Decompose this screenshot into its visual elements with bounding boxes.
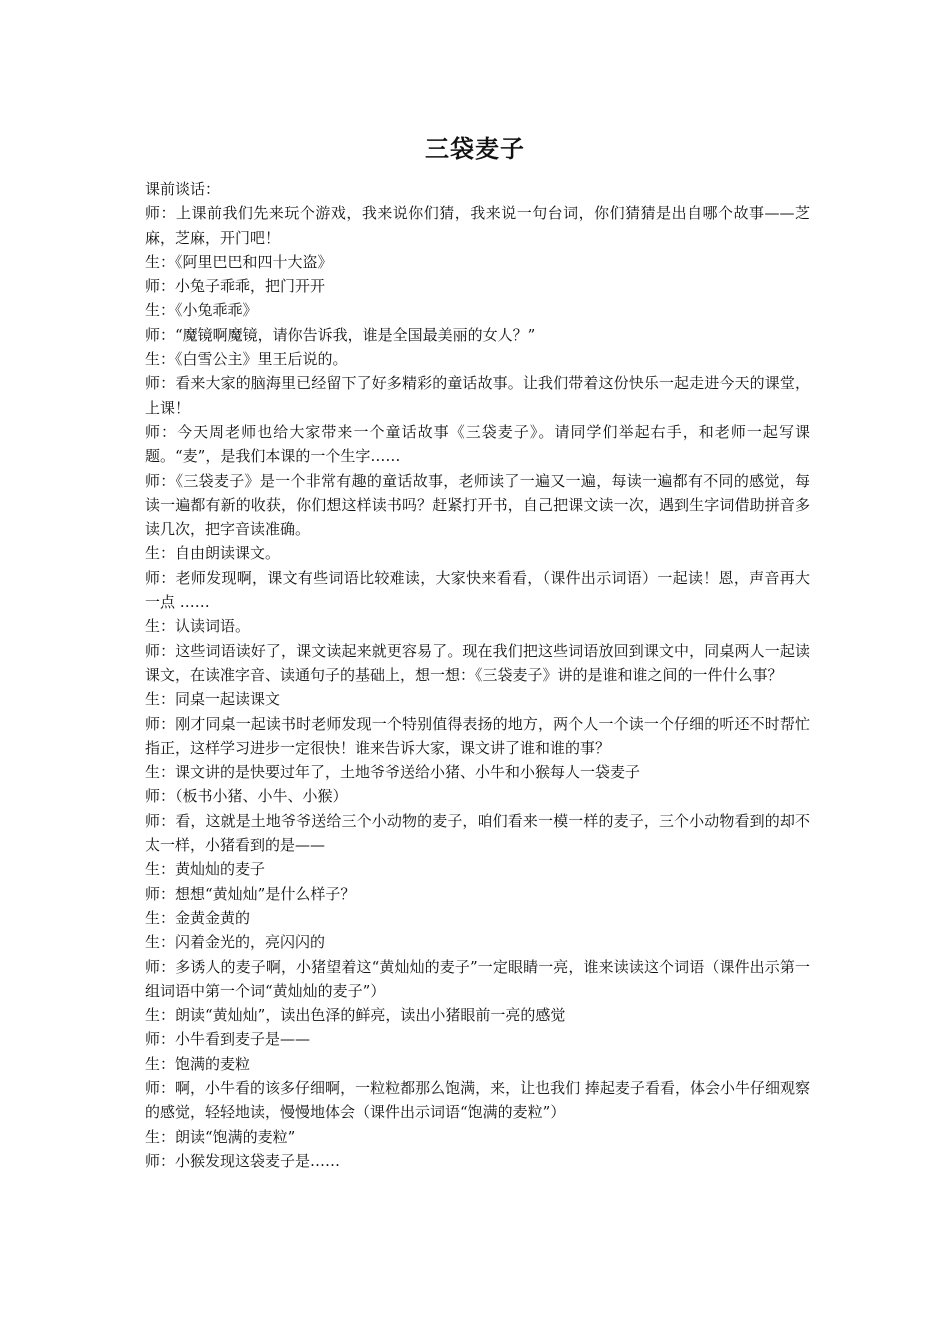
paragraph: 生：自由朗读课文。 [145, 544, 281, 563]
paragraph: 生：认读词语。 [145, 617, 251, 636]
paragraph: 师：“魔镜啊魔镜，请你告诉我，谁是全国最美丽的女人？” [145, 325, 536, 344]
document-body [145, 177, 810, 1173]
paragraph: 课前谈话： [145, 180, 221, 198]
paragraph: 生：同桌一起读课文 [145, 690, 281, 709]
paragraph: 师：小猴发现这袋麦子是…… [145, 1151, 341, 1170]
paragraph: 师：啊，小牛看的该多仔细啊，一粒粒都那么饱满，来，让也我们 捧起麦子看看，体会小牛仔细观察的感觉，轻轻地读，慢慢地体会（课件出示词语“饱满的麦粒”） [145, 1078, 810, 1122]
paragraph: 师：刚才同桌一起读书时老师发现一个特别值得表扬的地方，两个人一个读一个仔细的听还不时帮忙指正，这样学习进步一定很快！谁来告诉大家，课文讲了谁和谁的事？ [145, 714, 810, 757]
paragraph: 师：小牛看到麦子是—— [145, 1030, 311, 1049]
paragraph: 生：《阿里巴巴和四十大盗》 [145, 252, 333, 271]
paragraph: 生：金黄金黄的 [145, 908, 251, 927]
paragraph: 生：课文讲的是快要过年了，土地爷爷送给小猪、小牛和小猴每人一袋麦子 [145, 763, 641, 782]
paragraph: 生：《小兔乖乖》 [145, 301, 258, 320]
paragraph: 生：朗读“饱满的麦粒” [145, 1127, 296, 1146]
paragraph: 生：《白雪公主》里王后说的。 [145, 350, 348, 369]
paragraph: 生：饱满的麦粒 [145, 1054, 251, 1073]
paragraph: 师：《三袋麦子》是一个非常有趣的童话故事，老师读了一遍又一遍，每读一遍都有不同的感觉，每读一遍都有新的收获，你们想这样读书吗？赶紧打开书，自己把课文读一次，遇到生字词借助拼音多读几次，把字音读准确。 [145, 471, 810, 539]
paragraph: 师：今天周老师也给大家带来一个童话故事《三袋麦子》。请同学们举起右手，和老师一起写课题。“麦”，是我们本课的一个生字…… [145, 422, 810, 466]
paragraph: 师：上课前我们先来玩个游戏，我来说你们猜，我来说一句台词，你们猜猜是出自哪个故事——芝麻，芝麻，开门吧！ [145, 204, 810, 247]
paragraph: 师：看来大家的脑海里已经留下了好多精彩的童话故事。让我们带着这份快乐一起走进今天的课堂，上课！ [145, 374, 810, 417]
paragraph: 师：看，这就是土地爷爷送给三个小动物的麦子，咱们看来一模一样的麦子，三个小动物看到的却不太一样，小猪看到的是—— [145, 811, 810, 855]
paragraph: 生：闪着金光的，亮闪闪的 [145, 933, 326, 952]
paragraph: 师：小兔子乖乖，把门开开 [145, 277, 326, 296]
paragraph: 师：这些词语读好了，课文读起来就更容易了。现在我们把这些词语放回到课文中，同桌两人一起读课文，在读准字音、读通句子的基础上，想一想：《三袋麦子》讲的是谁和谁之间的一件什么事？ [145, 641, 810, 684]
paragraph: 生：朗读“黄灿灿”，读出色泽的鲜亮，读出小猪眼前一亮的感觉 [145, 1006, 566, 1025]
paragraph: 生：黄灿灿的麦子 [145, 860, 266, 879]
document-title: 三袋麦子 [425, 135, 525, 163]
paragraph: 师：想想“黄灿灿”是什么样子？ [145, 884, 356, 903]
paragraph: 师：（板书小猪、小牛、小猴） [145, 787, 348, 806]
paragraph: 师：多诱人的麦子啊，小猪望着这“黄灿灿的麦子”一定眼睛一亮，谁来读读这个词语（课件出示第一组词语中第一个词“黄灿灿的麦子”） [145, 957, 810, 1000]
paragraph: 师：老师发现啊，课文有些词语比较难读，大家快来看看，（课件出示词语）一起读！恩，声音再大一点 …… [145, 568, 810, 612]
